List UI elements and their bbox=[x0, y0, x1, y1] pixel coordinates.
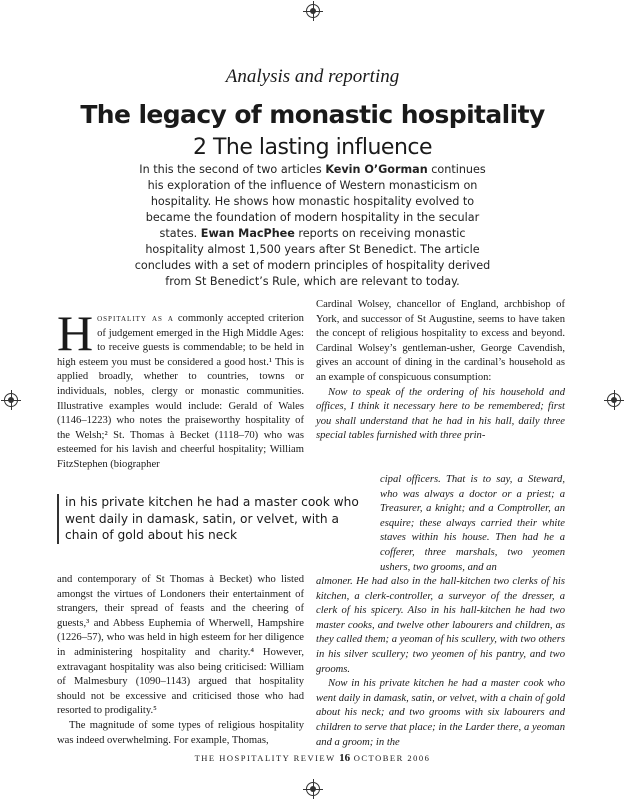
page-title: The legacy of monastic hospitality bbox=[80, 100, 545, 129]
block-quote: cipal officers. That is to say, a Steward, who was always a doctor or a priest; a Treasurer, a knight; and a Comptroller, an esquire; these always carried their white staves within his house. Then had he a cofferer, three marshals, two yeomen ushers, two grooms, and an bbox=[380, 474, 565, 573]
page-number: 16 bbox=[339, 752, 351, 764]
standfirst-text: reports on receiving monastic hospitality almost 1,500 years after St Benedict. The article concludes with a set of modern principles of hospitality derived from St Benedict’s Rule, which are relevant to today. bbox=[134, 227, 491, 288]
body-paragraph: commonly accepted criterion of judgement emerged in the High Middle Ages: to receive guests is commendable; to be held in high esteem you must be considered a good host.¹ This is applied broadly, whether to countries, towns or individuals, nobles, clergy or monastic communities. Illustrative examples would include: Gerald of Wales (1146–1223) who notes the praiseworthy hospitality of the Welsh;² St. Thomas à Becket (1118–70) who was esteemed for his lavish and cheerful hospitality; William FitzStephen (biographer bbox=[57, 313, 304, 470]
body-paragraph: Cardinal Wolsey, chancellor of England, archbishop of York, and successor of St Augustine, seems to have taken the concept of religious hospitality to excess and beyond. Cardinal Wolsey’s gentleman-usher, George Cavendish, gives an account of dining in the cardinal’s household as an example of conspicuous consumption: bbox=[316, 299, 565, 383]
pull-quote: in his private kitchen he had a master cook who went daily in damask, satin, or velvet, with a chain of gold about his neck bbox=[57, 494, 365, 544]
standfirst-text: continues his exploration of the influence of Western monasticism on hospitality. He shows how monastic hospitality evolved to became the foundation of modern hospitality in the secular states. bbox=[145, 163, 486, 240]
standfirst-text: In this the second of two articles bbox=[139, 163, 326, 176]
lead-small-caps: ospitality as a bbox=[97, 313, 174, 324]
page-footer bbox=[0, 752, 625, 764]
section-label: Analysis and reporting bbox=[225, 66, 400, 87]
column-2-inset bbox=[380, 473, 565, 575]
registration-mark-icon bbox=[607, 393, 621, 407]
registration-mark-icon bbox=[4, 393, 18, 407]
block-quote: Now to speak of the ordering of his household and offices, I think it necessary here to be remembered; first you shall understand that he had in his hall, daily three special tables furnished with three prin- bbox=[316, 386, 565, 442]
author-name: Ewan MacPhee bbox=[200, 227, 295, 240]
author-name: Kevin O’Gorman bbox=[325, 163, 428, 176]
column-1-top bbox=[57, 305, 304, 473]
block-quote: almoner. He had also in the hall-kitchen two clerks of his kitchen, a clerk-controller, a surveyor of the dresser, a clerk of his spicery. Also in his hall-kitchen he had two master cooks, and twelve other labourers and children, as they called them; a yeoman of his scullery, with two others in his silver scullery; two yeomen of his pantry, and two grooms. bbox=[316, 576, 565, 675]
issue-date: OCTOBER 2006 bbox=[353, 753, 431, 763]
column-2-top bbox=[316, 298, 565, 444]
journal-name: THE HOSPITALITY REVIEW bbox=[194, 753, 336, 763]
body-paragraph: and contemporary of St Thomas à Becket) who listed amongst the virtues of Londoners their entertainment of strangers, their spread of feasts and the cheering of guests,³ and Abbess Euphemia of Wherwell, Hampshire (1226–57), who was held in high esteem for her diligence in administering hospitality and charity.⁴ However, extravagant hospitality was also being criticised: William of Malmesbury (1090–1143) argued that hospitality should not be excessive and criticised those who had resorted to prodigality.⁵ bbox=[57, 574, 304, 717]
column-2-bottom bbox=[316, 575, 565, 750]
registration-mark-icon bbox=[306, 4, 320, 18]
column-1-bottom bbox=[57, 573, 304, 748]
page-subtitle: 2 The lasting influence bbox=[192, 135, 433, 160]
registration-mark-icon bbox=[306, 782, 320, 796]
block-quote: Now in his private kitchen he had a master cook who went daily in damask, satin, or velvet, with a chain of gold about his neck; and two grooms with six labourers and children to serve that place; in the Larder there, a yeoman and a groom; in the bbox=[316, 678, 565, 748]
standfirst bbox=[130, 162, 495, 290]
body-paragraph: The magnitude of some types of religious hospitality was indeed overwhelming. For example, Thomas, bbox=[57, 719, 304, 746]
drop-cap: H bbox=[57, 305, 94, 361]
